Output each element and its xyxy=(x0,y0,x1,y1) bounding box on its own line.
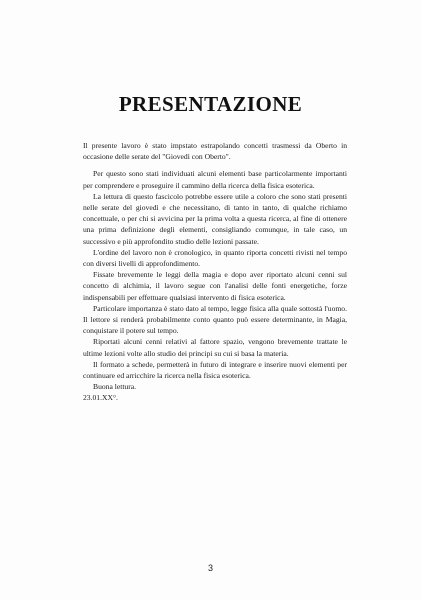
page-title: PRESENTAZIONE xyxy=(118,92,303,116)
paragraph-format: Il formato a schede, permetterà in futuro di integrare e inserire nuovi elementi per continuare ed arricchire la ricerca nella fisica esoterica. xyxy=(83,359,347,381)
paragraph-intro: Il presente lavoro è stato impstato estrapolando concetti trasmessi da Oberto in occasione delle serate del "Giovedì con Oberto". xyxy=(83,141,347,162)
document-date: 23.01.XX°. xyxy=(83,393,118,403)
paragraph-reading: La lettura di questo fascicolo potrebbe essere utile a coloro che sono stati presenti nelle serate del giovedì e che necessitano, di tanto in tanto, di qualche richiamo concettuale, o per chi si avvicina per la prima volta a questa ricerca, al fine di ottenere una prima definizione degli elementi, consigliando comunque, in tale caso, un successivo e più approfondito studio delle lezioni passate. xyxy=(83,191,347,246)
paragraph-order: L'ordine del lavoro non è cronologico, in quanto riporta concetti rivisti nel tempo con diversi livelli di approfondimento. xyxy=(83,247,347,269)
paragraph-closing: Buona lettura. xyxy=(93,382,137,392)
paragraph-elements: Per questo sono stati individuati alcuni elementi base particolarmente importanti per comprendere e proseguire il cammino della ricerca della fisica esoterica. xyxy=(83,169,347,190)
paragraph-time: Particolare importanza è stato dato al tempo, legge fisica alla quale sottostà l'uomo. Il lettore si renderà probabilmente conto quanto può essere determinante, in Magia, conquistare il potere sul tempo. xyxy=(83,303,347,336)
paragraph-space: Riportati alcuni cenni relativi al fattore spazio, vengono brevemente trattate le ultime lezioni volte allo studio dei principi su cui si basa la materia. xyxy=(83,337,347,358)
page-number: 3 xyxy=(207,563,213,573)
document-body xyxy=(83,140,347,404)
paragraph-magic-laws: Fissate brevemente le leggi della magia e dopo aver riportato alcuni cenni sul concetto di alchimia, il lavoro segue con l'analisi delle fonti energetiche, forze indispensabili per effettuare qualsiasi intervento di fisica esoterica. xyxy=(83,270,347,302)
